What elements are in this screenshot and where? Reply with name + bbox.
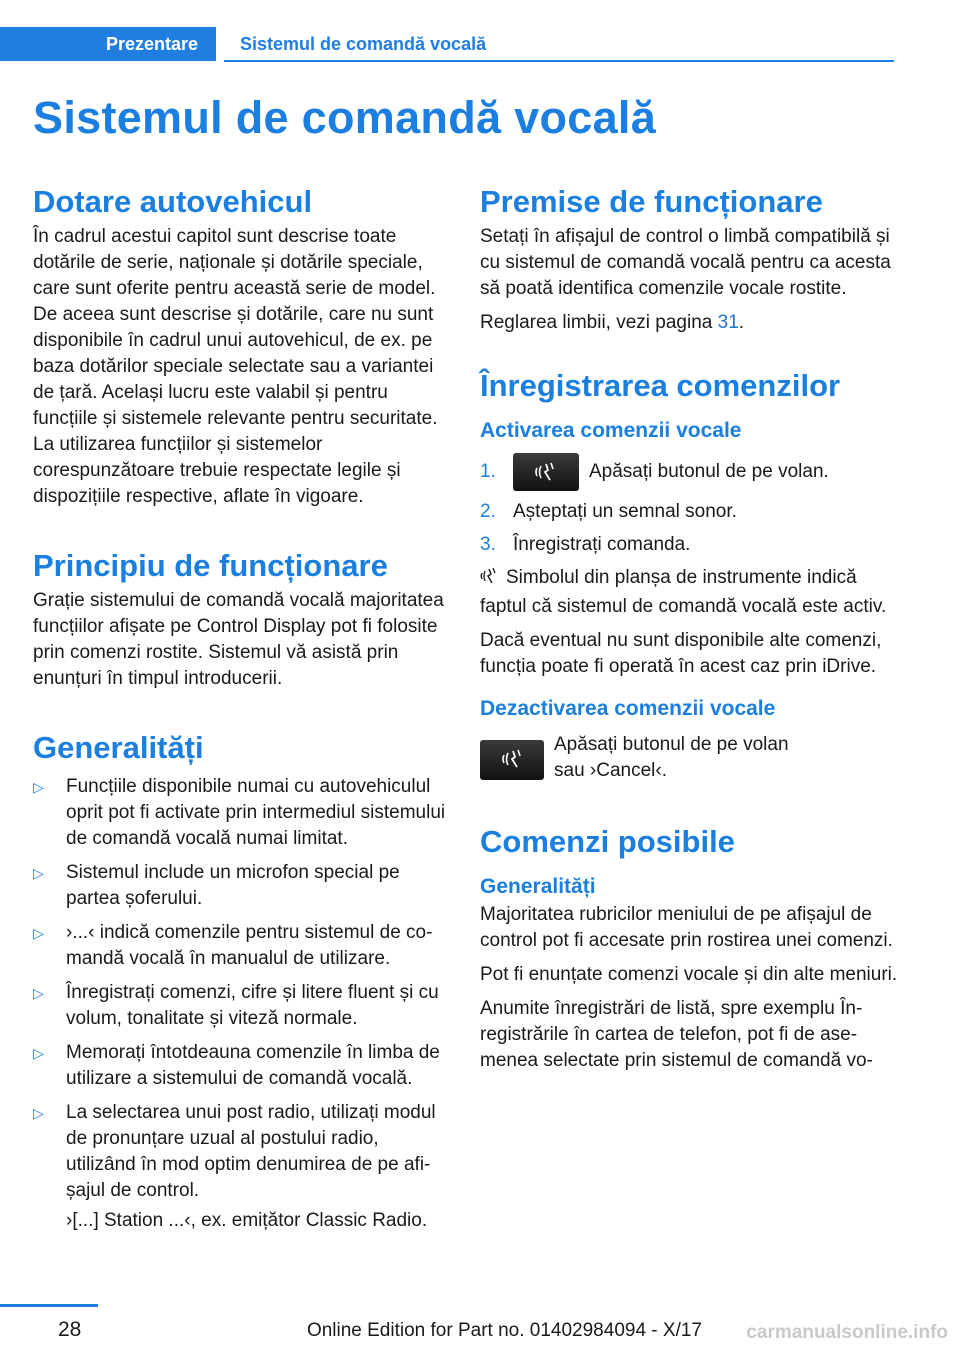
edition-text: Online Edition for Part no. 01402984094 - X/17 bbox=[306, 1320, 702, 1341]
activation-steps bbox=[480, 452, 900, 558]
voice-command-icon bbox=[534, 460, 560, 484]
heading-dezactivare: Dezactivarea comenzii vocale bbox=[480, 697, 776, 720]
deactivation-block bbox=[480, 732, 900, 792]
header-accent-bar bbox=[0, 27, 88, 61]
header-rule bbox=[224, 60, 894, 62]
list-item: ▷ ›...‹ indică comenzile pentru sistemul de comandă vocală în manualul de utilizare. bbox=[33, 922, 433, 969]
heading-generalitati: Generalități bbox=[33, 730, 204, 765]
page-title: Sistemul de comandă vocală bbox=[33, 92, 657, 143]
right-column bbox=[480, 180, 900, 1082]
comenzi-text-1: Majoritatea rubricilor meniului de pe afișajul de control pot fi accesate prin rostirea unei comenzi. bbox=[480, 904, 893, 951]
list-item: 1. Apăsați butonul de pe volan. bbox=[480, 452, 900, 492]
idrive-note: Dacă eventual nu sunt disponibile alte comenzi, funcția poate fi operată în acest caz prin iDrive. bbox=[480, 630, 882, 677]
heading-inregistrare: Înregistrarea comenzilor bbox=[480, 368, 841, 403]
footer-accent-line bbox=[0, 1304, 98, 1307]
language-reference: Reglarea limbii, vezi pagina 31. bbox=[480, 312, 745, 333]
triangle-bullet-icon: ▷ bbox=[33, 779, 44, 795]
voice-command-icon bbox=[501, 747, 527, 771]
generalitati-list bbox=[33, 774, 451, 1204]
triangle-bullet-icon: ▷ bbox=[33, 985, 44, 1001]
heading-principiu: Principiu de funcționare bbox=[33, 548, 388, 583]
comenzi-text-2: Pot fi enunțate comenzi vocale și din alte meniuri. bbox=[480, 964, 898, 985]
heading-activare: Activarea comenzii vocale bbox=[480, 419, 742, 442]
triangle-bullet-icon: ▷ bbox=[33, 1045, 44, 1061]
premise-text: Setați în afișajul de control o limbă compatibilă și cu sistemul de comandă vocală pentru ca acesta să poată identifica comenzile vocale rostite. bbox=[480, 226, 891, 299]
principiu-text: Grație sistemului de comandă vocală majoritatea funcțiilor afișate pe Control Display pot fi folosite prin comenzi rostite. Sistemul vă asistă prin enunțuri în timpul introducerii. bbox=[33, 590, 444, 689]
heading-dotare: Dotare autovehicul bbox=[33, 184, 313, 219]
triangle-bullet-icon: ▷ bbox=[33, 925, 44, 941]
list-item: ▷ Înregistrați comenzi, cifre și litere fluent și cu volum, tonalitate și viteză normale. bbox=[33, 982, 439, 1029]
heading-comenzi: Comenzi posibile bbox=[480, 824, 735, 859]
dotare-text: În cadrul acestui capitol sunt descrise toate dotările de serie, naționale și dotările speciale, care sunt oferite pentru această serie de model. De aceea sunt descrise și dotările, care nu sunt disponibile în cadrul unui autovehicul, de ex. pe baza dotărilor speciale selectate sau a variantei de țară. Același lucru este valabil și pentru funcțiile și sistemele relevante pentru securitate. La utilizarea funcțiilor și sistemelor corespunzătoare trebuie respectate legile și dispozițiile respective, aflate în vigoare. bbox=[33, 226, 438, 507]
list-item: ▷ Funcțiile disponibile numai cu autovehiculul oprit pot fi activate prin intermediul sistemului de comandă vocală numai limitat. bbox=[33, 776, 446, 849]
triangle-bullet-icon: ▷ bbox=[33, 865, 44, 881]
list-item: ▷ La selectarea unui post radio, utilizați modul de pronunțare uzual al postului radio, utilizând în mod optim denumirea de pe afișajul de control. bbox=[33, 1102, 436, 1201]
header-tab[interactable]: Prezentare bbox=[88, 27, 216, 61]
heading-premise: Premise de funcționare bbox=[480, 184, 823, 219]
voice-button-image bbox=[513, 453, 579, 491]
triangle-bullet-icon: ▷ bbox=[33, 1105, 44, 1121]
heading-comenzi-generalitati: Generalități bbox=[480, 875, 596, 898]
list-item: 3. Înregistrați comanda. bbox=[480, 534, 691, 555]
page-number: 28 bbox=[58, 1318, 82, 1341]
list-item: 2. Așteptați un semnal sonor. bbox=[480, 501, 737, 522]
left-column bbox=[33, 180, 451, 1234]
voice-symbol-icon bbox=[480, 566, 500, 594]
watermark: carmanualsonline.info bbox=[746, 1322, 948, 1343]
list-item: ▷ Sistemul include un microfon special pe partea șoferului. bbox=[33, 862, 400, 909]
page-link[interactable]: 31 bbox=[717, 312, 739, 333]
comenzi-text-3: Anumite înregistrări de listă, spre exemplu Înregistrările în cartea de telefon, pot fi de asemenea selectate prin sistemul de comandă vo- bbox=[480, 998, 873, 1071]
list-item: ▷ Memorați întotdeauna comenzile în limba de utilizare a sistemului de comandă vocală. bbox=[33, 1042, 440, 1089]
symbol-note: Simbolul din planșa de instrumente indică faptul că sistemul de comandă vocală este activ. bbox=[480, 567, 887, 617]
deactivation-text: Apăsați butonul de pe volan sau ›Cancel‹. bbox=[554, 734, 789, 781]
header-section[interactable]: Sistemul de comandă vocală bbox=[240, 33, 487, 54]
example-text: ›[...] Station ...‹, ex. emițător Classic Radio. bbox=[66, 1210, 428, 1231]
voice-button-image bbox=[480, 740, 544, 780]
